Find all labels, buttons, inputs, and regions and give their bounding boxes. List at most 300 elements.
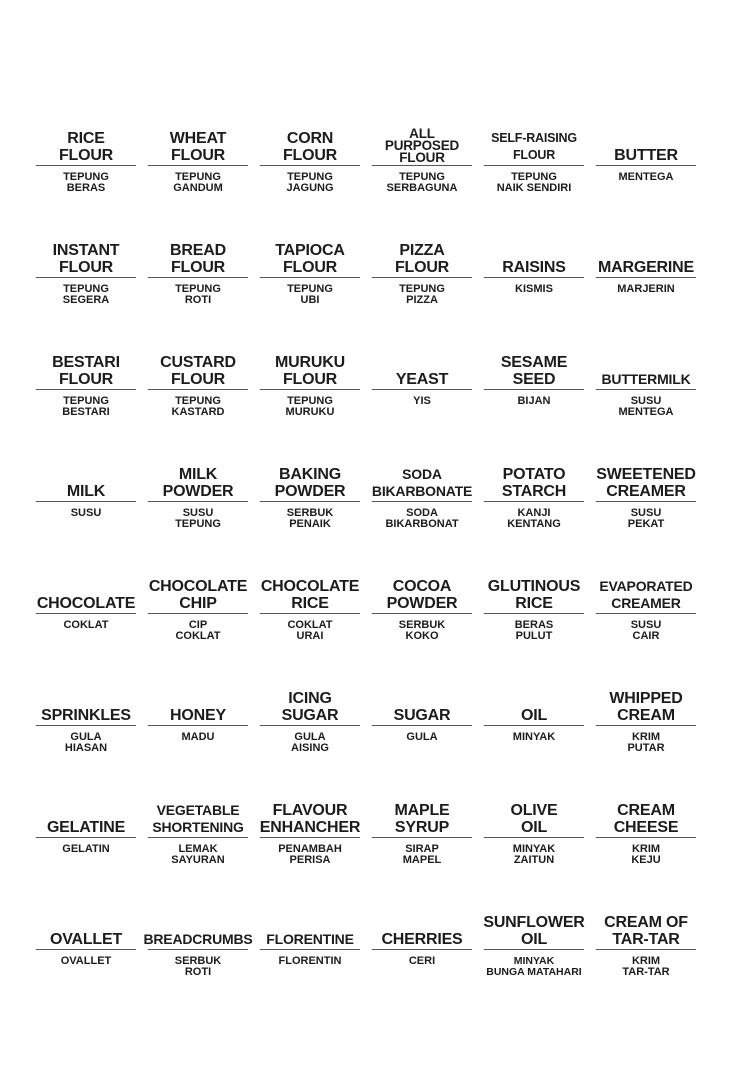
malay-name-line: PIZZA [406,294,438,306]
english-name [260,784,360,836]
divider [596,501,696,502]
ingredient-card [30,896,142,1008]
divider [260,837,360,838]
ingredient-card [366,672,478,784]
malay-name-line: SERBUK [286,507,334,519]
english-name-line: FLOUR [170,147,226,164]
english-name-line: POTATO [502,466,566,483]
ingredient-card [366,224,478,336]
divider [372,277,472,278]
english-name-line: BREAD [170,242,226,259]
divider [36,277,136,278]
malay-name [34,732,138,754]
malay-name-line: UBI [300,294,320,306]
english-name-line: CREAM [617,707,675,724]
malay-name-line: YIS [413,395,431,407]
ingredient-card [478,784,590,896]
malay-name-line: ROTI [184,966,212,978]
divider [148,277,248,278]
english-name-line: SESAME [500,354,568,371]
malay-name-line: BERAS [66,182,106,194]
malay-name-line: SAYURAN [171,854,225,866]
ingredient-card [30,784,142,896]
ingredient-card [254,672,366,784]
english-name-line: CHERRIES [381,931,463,948]
malay-name-line: SUSU [182,507,214,519]
english-name-line: GELATINE [46,819,126,836]
english-name [260,672,360,724]
ingredient-card [254,224,366,336]
english-name-line: FLOUR [394,259,450,276]
malay-name [34,172,138,194]
ingredient-card [142,896,254,1008]
ingredient-card [366,336,478,448]
english-name [484,224,584,276]
ingredient-card [366,560,478,672]
english-name-line: RICE [67,130,105,147]
english-name [143,896,253,948]
english-name [148,784,248,836]
malay-name-line: FLORENTIN [278,955,342,967]
divider [260,277,360,278]
english-name [484,672,584,724]
ingredient-card [142,336,254,448]
ingredient-card [254,448,366,560]
english-name-line: CHEESE [613,819,679,836]
divider [148,837,248,838]
english-name [372,784,472,836]
malay-name-line: SERBUK [174,955,222,967]
malay-name-line: TEPUNG [287,171,333,183]
english-name-line: FLAVOUR [272,802,348,819]
divider [596,725,696,726]
ingredient-card [142,672,254,784]
malay-name-line: CERI [408,955,436,967]
malay-name-line: BIKARBONAT [385,518,459,530]
english-name [36,448,136,500]
malay-name [146,620,250,642]
english-name-line: YEAST [395,371,449,388]
ingredient-card [142,112,254,224]
malay-name-line: TEPUNG [175,395,221,407]
english-name [596,112,696,164]
english-name-line: FLOUR [170,371,226,388]
english-name-line: CREAM [617,802,675,819]
english-name-line: RAISINS [502,259,566,276]
malay-name [482,284,586,295]
ingredient-card [478,672,590,784]
english-name-line: BESTARI [52,354,120,371]
english-name-line: FLORENTINE [266,931,354,947]
malay-name [258,396,362,418]
english-name [596,672,696,724]
malay-name-line: COKLAT [63,619,109,631]
malay-name [258,620,362,642]
english-name-line: FLOUR [282,147,338,164]
malay-name [34,284,138,306]
english-name-line: SUNFLOWER [483,914,585,931]
english-name [260,224,360,276]
english-name-line: MILK [66,483,106,500]
divider [36,389,136,390]
english-name [372,224,472,276]
english-name-line: OVALLET [49,931,123,948]
english-name-line: MURUKU [275,354,345,371]
malay-name [34,620,138,631]
ingredient-card [366,112,478,224]
english-name-line: CHOCOLATE [36,595,136,612]
english-name-line: FLOUR [170,259,226,276]
ingredient-card [590,336,702,448]
english-name [36,336,136,388]
malay-name-line: MINYAK [512,843,556,855]
malay-name-line: MURUKU [285,406,335,418]
malay-name [482,396,586,407]
english-name [596,896,696,948]
malay-name [370,284,474,306]
ingredient-card [30,448,142,560]
malay-name-line: BERAS [514,619,554,631]
malay-name-line: NAIK SENDIRI [496,182,572,194]
malay-name-line: PENAIK [289,518,331,530]
malay-name-line: KRIM [631,843,661,855]
divider [148,949,248,950]
ingredient-card [142,784,254,896]
malay-name-line: KRIM [631,731,661,743]
english-name [260,560,360,612]
english-name [484,896,584,948]
malay-name-line: TEPUNG [175,283,221,295]
english-name-line: STARCH [501,483,567,500]
english-name-line: CREAMER [611,595,681,611]
malay-name-line: SIRAP [405,843,439,855]
malay-name [482,172,586,194]
divider [484,389,584,390]
english-name [596,224,696,276]
malay-name [34,956,138,967]
ingredient-card [478,336,590,448]
ingredient-card [478,560,590,672]
english-name [36,672,136,724]
english-name-line: SEED [512,371,556,388]
english-name-line: SODA [402,466,442,482]
ingredient-card [478,112,590,224]
malay-name [594,732,698,754]
divider [36,613,136,614]
malay-name-line: ZAITUN [513,854,555,866]
english-name [36,112,136,164]
english-name-line: WHEAT [169,130,227,147]
ingredient-card [254,112,366,224]
malay-name [370,732,474,743]
divider [36,165,136,166]
english-name-line: HONEY [170,707,226,724]
malay-name [370,844,474,866]
english-name-line: BREADCRUMBS [143,931,253,947]
english-name-line: FLOUR [282,371,338,388]
malay-name-line: TEPUNG [63,171,109,183]
malay-name-line: MINYAK [512,731,556,743]
english-name-line: POWDER [386,595,458,612]
malay-name-line: TEPUNG [399,171,445,183]
divider [596,613,696,614]
english-name-line: OIL [520,707,548,724]
english-name-line: FLOUR [58,147,114,164]
malay-name-line: TEPUNG [287,283,333,295]
english-name [596,560,696,612]
ingredient-card [254,336,366,448]
divider [372,501,472,502]
malay-name-line: SUSU [630,619,662,631]
malay-name [594,508,698,530]
english-name-line: VEGETABLE [156,802,240,818]
ingredient-card [254,560,366,672]
ingredient-card [30,224,142,336]
malay-name [258,172,362,194]
malay-name-line: SERBAGUNA [386,182,458,194]
ingredient-grid [30,112,702,1008]
ingredient-card [142,224,254,336]
english-name-line: EVAPORATED [599,578,693,594]
english-name-line: OIL [520,931,548,948]
malay-name-line: GULA [406,731,438,743]
english-name-line: SUGAR [281,707,339,724]
english-name-line: ENHANCHER [259,819,361,836]
english-name [372,672,472,724]
english-name-line: GLUTINOUS [487,578,581,595]
divider [36,725,136,726]
malay-name-line: PEKAT [627,518,665,530]
divider [260,165,360,166]
english-name [260,336,360,388]
malay-name [34,844,138,855]
english-name-line: TAPIOCA [275,242,345,259]
malay-name [370,396,474,407]
divider [148,501,248,502]
english-name [484,336,584,388]
malay-name [370,172,474,194]
malay-name-line: MARJERIN [617,283,675,295]
malay-name-line: GELATIN [62,843,110,855]
english-name [148,112,248,164]
divider [372,613,472,614]
divider [372,949,472,950]
malay-name-line: KANJI [517,507,551,519]
english-name [148,560,248,612]
malay-name [258,508,362,530]
malay-name-line: TEPUNG [511,171,557,183]
malay-name [34,508,138,519]
malay-name [258,284,362,306]
malay-name-line: KOKO [405,630,439,642]
malay-name-line: PENAMBAH [278,843,342,855]
malay-name-line: BESTARI [62,406,110,418]
english-name [484,560,584,612]
english-name-line: COCOA [392,578,452,595]
english-name-line: BAKING [279,466,341,483]
english-name-line: CUSTARD [160,354,236,371]
malay-name [146,956,250,978]
malay-name-line: MAPEL [402,854,442,866]
malay-name [34,396,138,418]
english-name-line: SPRINKLES [41,707,131,724]
english-name-line: TAR-TAR [612,931,680,948]
english-name [484,112,584,164]
malay-name-line: TEPUNG [399,283,445,295]
divider [148,389,248,390]
divider [372,165,472,166]
english-name-line: CHOCOLATE [260,578,360,595]
ingredient-card [478,896,590,1008]
english-name [148,336,248,388]
english-name [372,336,472,388]
malay-name [594,172,698,183]
divider [260,725,360,726]
malay-name [594,620,698,642]
malay-name-line: MENTEGA [618,406,674,418]
malay-name-line: BUNGA MATAHARI [486,966,582,978]
malay-name [146,844,250,866]
ingredient-card [590,896,702,1008]
divider [596,949,696,950]
english-name-line: FLOUR [399,150,445,165]
malay-name-line: TEPUNG [175,171,221,183]
ingredient-card [366,896,478,1008]
divider [596,389,696,390]
divider [36,501,136,502]
malay-name-line: KENTANG [507,518,561,530]
english-name [36,784,136,836]
malay-name-line: LEMAK [178,843,218,855]
divider [36,949,136,950]
malay-name-line: PERISA [289,854,331,866]
english-name-line: FLOUR [58,371,114,388]
divider [596,837,696,838]
ingredient-card [254,784,366,896]
malay-name [146,284,250,306]
malay-name-line: ROTI [184,294,212,306]
divider [260,613,360,614]
divider [36,837,136,838]
malay-name-line: BIJAN [517,395,551,407]
ingredient-card [142,448,254,560]
malay-name [146,508,250,530]
malay-name-line: MADU [181,731,215,743]
malay-name [482,844,586,866]
divider [484,501,584,502]
malay-name-line: JAGUNG [286,182,334,194]
ingredient-card [30,336,142,448]
malay-name [594,844,698,866]
malay-name-line: AISING [291,742,329,754]
malay-name-line: KASTARD [171,406,225,418]
malay-name-line: CAIR [632,630,660,642]
ingredient-card [590,112,702,224]
malay-name [370,508,474,530]
english-name [260,896,360,948]
ingredient-card [30,112,142,224]
malay-name-line: TEPUNG [63,395,109,407]
english-name [148,448,248,500]
english-name-line: FLOUR [282,259,338,276]
malay-name-line: MINYAK [513,955,555,967]
english-name-line: POWDER [274,483,346,500]
english-name-line: MARGERINE [598,259,694,276]
malay-name-line: MENTEGA [618,171,674,183]
english-name-line: MILK [178,466,218,483]
english-name [148,224,248,276]
malay-name-line: OVALLET [60,955,112,967]
malay-name [594,284,698,295]
ingredient-card [254,896,366,1008]
divider [484,949,584,950]
malay-name-line: TEPUNG [63,283,109,295]
divider [260,949,360,950]
malay-name-line: KRIM [631,955,661,967]
english-name-line: PURPOSED [384,138,460,153]
english-name [372,448,472,500]
english-name-line: POWDER [162,483,234,500]
english-name [596,448,696,500]
english-name-line: FLOUR [512,148,556,162]
english-name-line: SYRUP [394,819,450,836]
malay-name-line: URAI [296,630,324,642]
english-name-line: FLOUR [58,259,114,276]
ingredient-card [366,784,478,896]
malay-name-line: SODA [406,507,438,519]
divider [148,725,248,726]
malay-name-line: PUTAR [627,742,665,754]
english-name [36,560,136,612]
divider [484,277,584,278]
english-name [36,224,136,276]
divider [372,837,472,838]
ingredient-card [30,560,142,672]
divider [596,277,696,278]
english-name-line: CHOCOLATE [148,578,248,595]
ingredient-card [142,560,254,672]
ingredient-card [590,448,702,560]
english-name-line: MAPLE [394,802,450,819]
malay-name [482,732,586,743]
english-name-line: CHIP [179,595,217,612]
malay-name-line: SERBUK [398,619,446,631]
malay-name [370,620,474,642]
divider [148,613,248,614]
english-name-line: BUTTER [614,147,678,164]
english-name-line: RICE [291,595,329,612]
english-name-line: ICING [288,690,332,707]
malay-name-line: SEGERA [62,294,110,306]
english-name [372,560,472,612]
english-name-line: SELF-RAISING [491,131,577,145]
english-name [260,112,360,164]
english-name [260,448,360,500]
malay-name-line: COKLAT [287,619,333,631]
ingredient-card [590,784,702,896]
ingredient-card [478,448,590,560]
malay-name [594,396,698,418]
english-name [596,784,696,836]
english-name-line: SHORTENING [152,819,244,835]
malay-name-line: TEPUNG [175,518,221,530]
malay-name [258,844,362,866]
malay-name [258,732,362,754]
malay-name-line: CIP [188,619,208,631]
malay-name [146,732,250,743]
english-name-line: BUTTERMILK [601,371,691,387]
english-name [148,672,248,724]
